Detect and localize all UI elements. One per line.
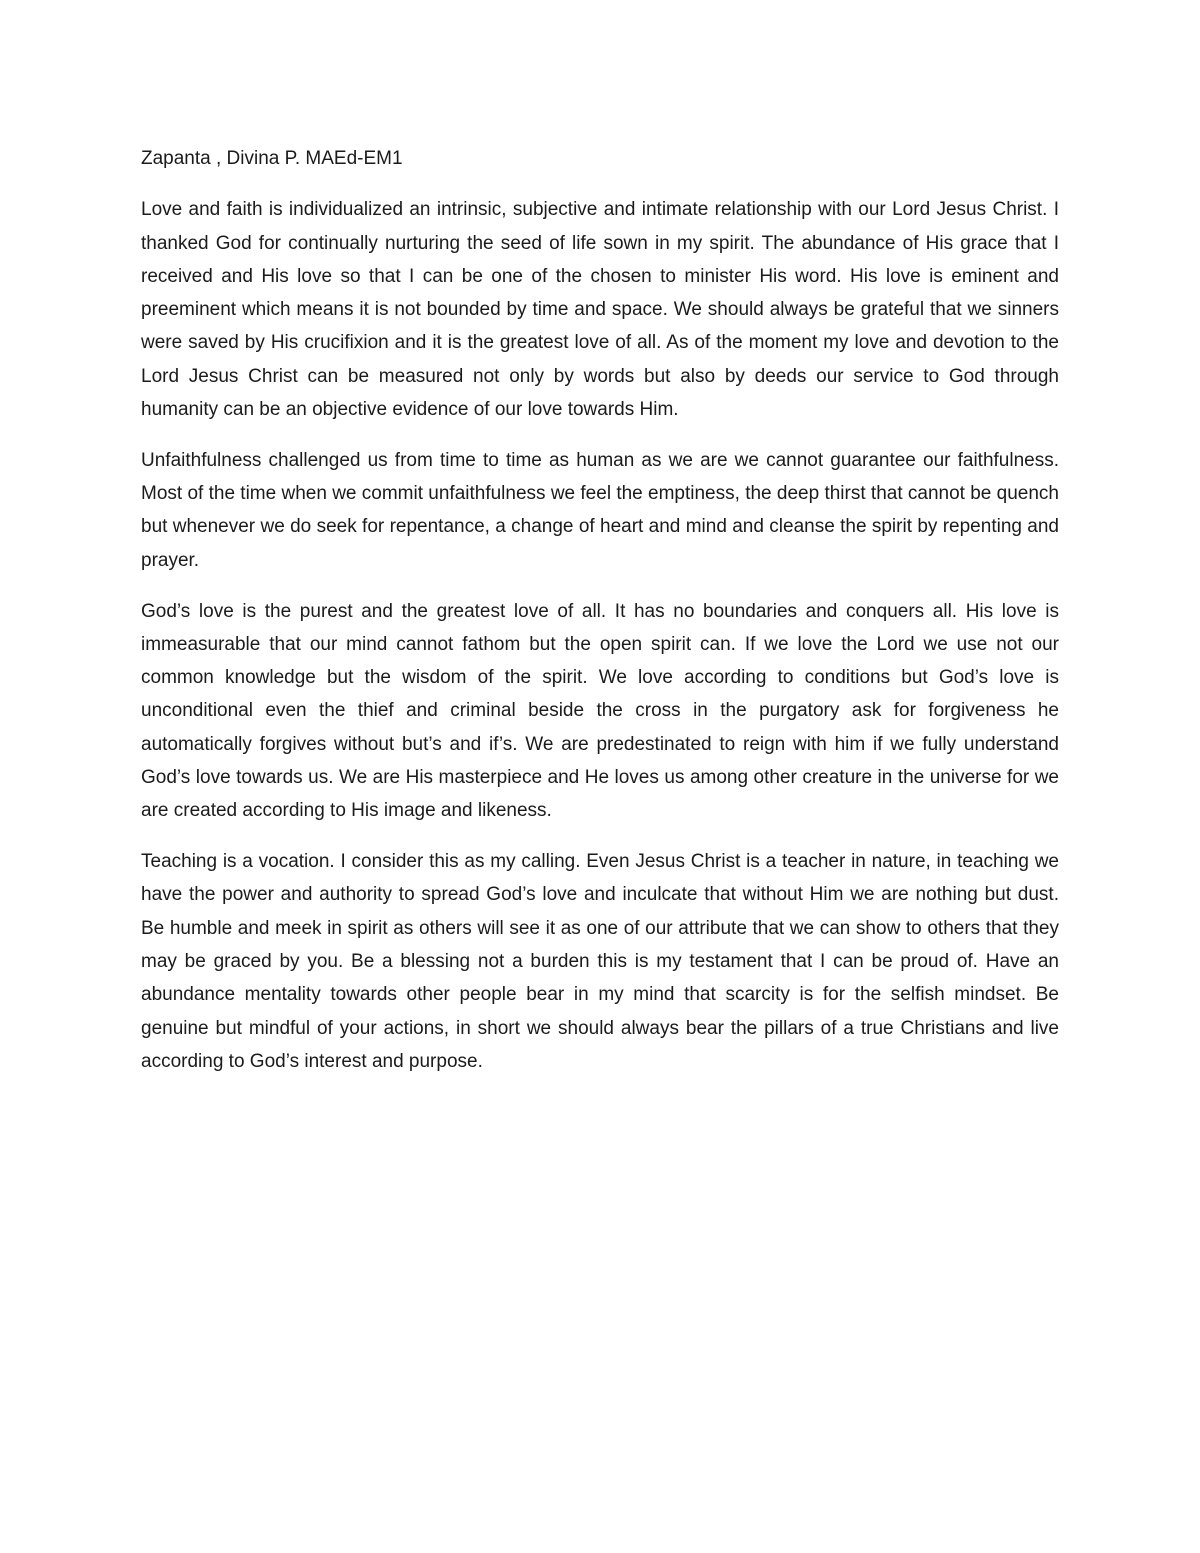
- document-body: [141, 142, 1059, 1096]
- paragraph-1: Love and faith is individualized an intrinsic, subjective and intimate relationship with our Lord Jesus Christ. I thanked God for continually nurturing the seed of life sown in my spirit. The abundance of His grace that I received and His love so that I can be one of the chosen to minister His word. His love is eminent and preeminent which means it is not bounded by time and space. We should always be grateful that we sinners were saved by His crucifixion and it is the greatest love of all. As of the moment my love and devotion to the Lord Jesus Christ can be measured not only by words but also by deeds our service to God through humanity can be an objective evidence of our love towards Him.: [141, 199, 1059, 421]
- paragraph-4: Teaching is a vocation. I consider this as my calling. Even Jesus Christ is a teacher in nature, in teaching we have the power and authority to spread God’s love and inculcate that without Him we are nothing but dust. Be humble and meek in spirit as others will see it as one of our attribute that we can show to others that they may be graced by you. Be a blessing not a burden this is my testament that I can be proud of. Have an abundance mentality towards other people bear in my mind that scarcity is for the selfish mindset. Be genuine but mindful of your actions, in short we should always bear the pillars of a true Christians and live according to God’s interest and purpose.: [141, 851, 1059, 1072]
- author-header: Zapanta , Divina P. MAEd-EM1: [141, 148, 403, 169]
- paragraph-3: God’s love is the purest and the greatest love of all. It has no boundaries and conquers all. His love is immeasurable that our mind cannot fathom but the open spirit can. If we love the Lord we use not our common knowledge but the wisdom of the spirit. We love according to conditions but God’s love is unconditional even the thief and criminal beside the cross in the purgatory ask for forgiveness he automatically forgives without but’s and if’s. We are predestinated to reign with him if we fully understand God’s love towards us. We are His masterpiece and He loves us among other creature in the universe for we are created according to His image and likeness.: [141, 600, 1059, 822]
- paragraph-2: Unfaithfulness challenged us from time to time as human as we are we cannot guarantee our faithfulness. Most of the time when we commit unfaithfulness we feel the emptiness, the deep thirst that cannot be quench but whenever we do seek for repentance, a change of heart and mind and cleanse the spirit by repenting and prayer.: [141, 449, 1059, 571]
